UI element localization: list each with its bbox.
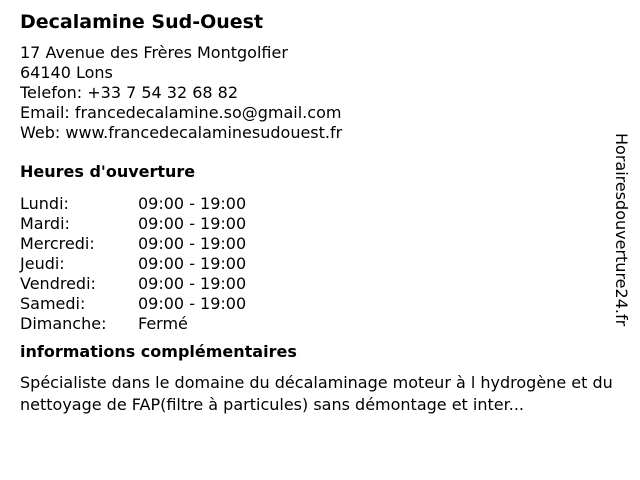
- hours-row-thursday: [20, 254, 620, 274]
- day-label: Samedi:: [20, 294, 86, 313]
- hours-row-tuesday: [20, 214, 620, 234]
- day-label: Lundi:: [20, 194, 69, 213]
- address-city: 64140 Lons: [20, 63, 113, 82]
- email-line: Email: francedecalamine.so@gmail.com: [20, 103, 342, 122]
- time-value: 09:00 - 19:00: [138, 194, 247, 213]
- time-value: 09:00 - 19:00: [138, 234, 247, 253]
- hours-row-monday: [20, 194, 620, 214]
- time-value: Fermé: [138, 314, 188, 333]
- hours-title: Heures d'ouverture: [20, 162, 196, 181]
- address-street: 17 Avenue des Frères Montgolfier: [20, 43, 288, 62]
- phone-line: Telefon: +33 7 54 32 68 82: [20, 83, 239, 102]
- info-title: informations complémentaires: [20, 342, 297, 361]
- hours-row-wednesday: [20, 234, 620, 254]
- site-watermark: Horairesdouverture24.fr: [612, 133, 631, 327]
- day-label: Jeudi:: [20, 254, 65, 273]
- hours-row-saturday: [20, 294, 620, 314]
- day-label: Mercredi:: [20, 234, 95, 253]
- day-label: Vendredi:: [20, 274, 96, 293]
- time-value: 09:00 - 19:00: [138, 214, 247, 233]
- time-value: 09:00 - 19:00: [138, 294, 247, 313]
- business-card: [20, 10, 620, 416]
- time-value: 09:00 - 19:00: [138, 254, 247, 273]
- day-label: Dimanche:: [20, 314, 107, 333]
- website-line: Web: www.francedecalaminesudouest.fr: [20, 123, 343, 142]
- day-label: Mardi:: [20, 214, 70, 233]
- info-description: Spécialiste dans le domaine du décalaminage moteur à l hydrogène et du nettoyage de FAP(filtre à particules) sans démontage et inter...: [20, 373, 613, 414]
- business-name: Decalamine Sud-Ouest: [20, 11, 264, 33]
- hours-row-friday: [20, 274, 620, 294]
- hours-row-sunday: [20, 314, 620, 334]
- time-value: 09:00 - 19:00: [138, 274, 247, 293]
- contact-block: [20, 43, 620, 143]
- hours-table: [20, 194, 620, 334]
